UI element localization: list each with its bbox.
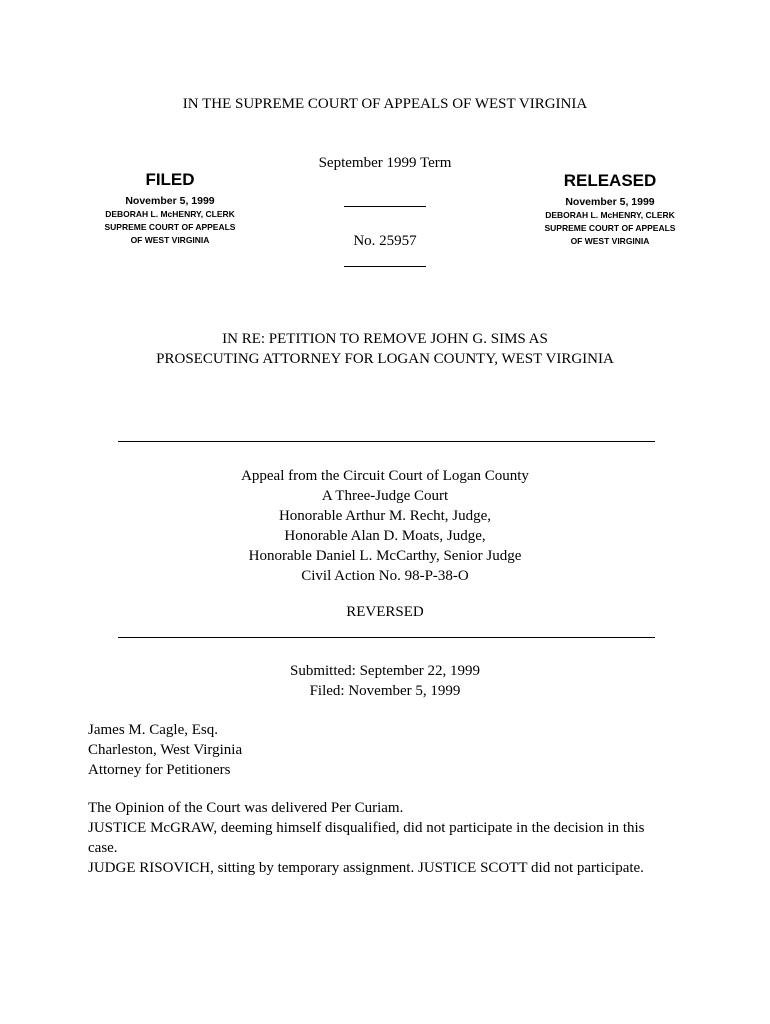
filed-date: November 5, 1999: [125, 195, 215, 207]
appeal-info: [0, 466, 770, 586]
filed-date-line: Filed: November 5, 1999: [309, 683, 461, 699]
filed-heading: FILED: [145, 170, 195, 189]
case-number: No. 25957: [353, 233, 417, 249]
caption-line: PROSECUTING ATTORNEY FOR LOGAN COUNTY, WEST VIRGINIA: [156, 351, 614, 367]
filed-line: SUPREME COURT OF APPEALS: [104, 222, 236, 232]
disposition: REVERSED: [346, 604, 424, 620]
term: September 1999 Term: [318, 155, 452, 171]
divider-bottom: [118, 637, 655, 638]
released-heading: RELEASED: [563, 171, 657, 190]
court-title: IN THE SUPREME COURT OF APPEALS OF WEST VIRGINIA: [182, 96, 588, 112]
appeal-line: Honorable Daniel L. McCarthy, Senior Judge: [248, 548, 522, 564]
opinion-line: JUDGE RISOVICH, sitting by temporary assignment. JUSTICE SCOTT did not participate.: [88, 860, 644, 876]
appeal-line: A Three-Judge Court: [321, 488, 449, 504]
counsel-line: Attorney for Petitioners: [88, 762, 231, 778]
counsel-line: Charleston, West Virginia: [88, 742, 243, 758]
case-number-rule-top: [344, 206, 426, 207]
case-caption: [0, 329, 770, 369]
submitted-date: Submitted: September 22, 1999: [290, 663, 480, 679]
appeal-line: Appeal from the Circuit Court of Logan County: [241, 468, 529, 484]
released-line: SUPREME COURT OF APPEALS: [544, 223, 676, 233]
released-date: November 5, 1999: [565, 196, 655, 208]
counsel-line: James M. Cagle, Esq.: [88, 722, 218, 738]
caption-line: IN RE: PETITION TO REMOVE JOHN G. SIMS AS: [222, 331, 548, 347]
case-number-rule-bottom: [344, 266, 426, 267]
appeal-line: Honorable Arthur M. Recht, Judge,: [278, 508, 492, 524]
filed-line: DEBORAH L. McHENRY, CLERK: [105, 209, 235, 219]
opinion-line: JUSTICE McGRAW, deeming himself disqualified, did not participate in the decision in this: [88, 820, 645, 836]
appeal-line: Honorable Alan D. Moats, Judge,: [284, 528, 486, 544]
opinion-notes: [88, 798, 645, 878]
opinion-line: The Opinion of the Court was delivered Per Curiam.: [88, 800, 404, 816]
filed-line: OF WEST VIRGINIA: [130, 235, 210, 245]
counsel: [88, 720, 242, 780]
dates: [0, 661, 770, 701]
released-line: DEBORAH L. McHENRY, CLERK: [545, 210, 675, 220]
divider-top: [118, 441, 655, 442]
released-line: OF WEST VIRGINIA: [570, 236, 650, 246]
opinion-line: case.: [88, 840, 118, 856]
appeal-line: Civil Action No. 98-P-38-O: [301, 568, 469, 584]
